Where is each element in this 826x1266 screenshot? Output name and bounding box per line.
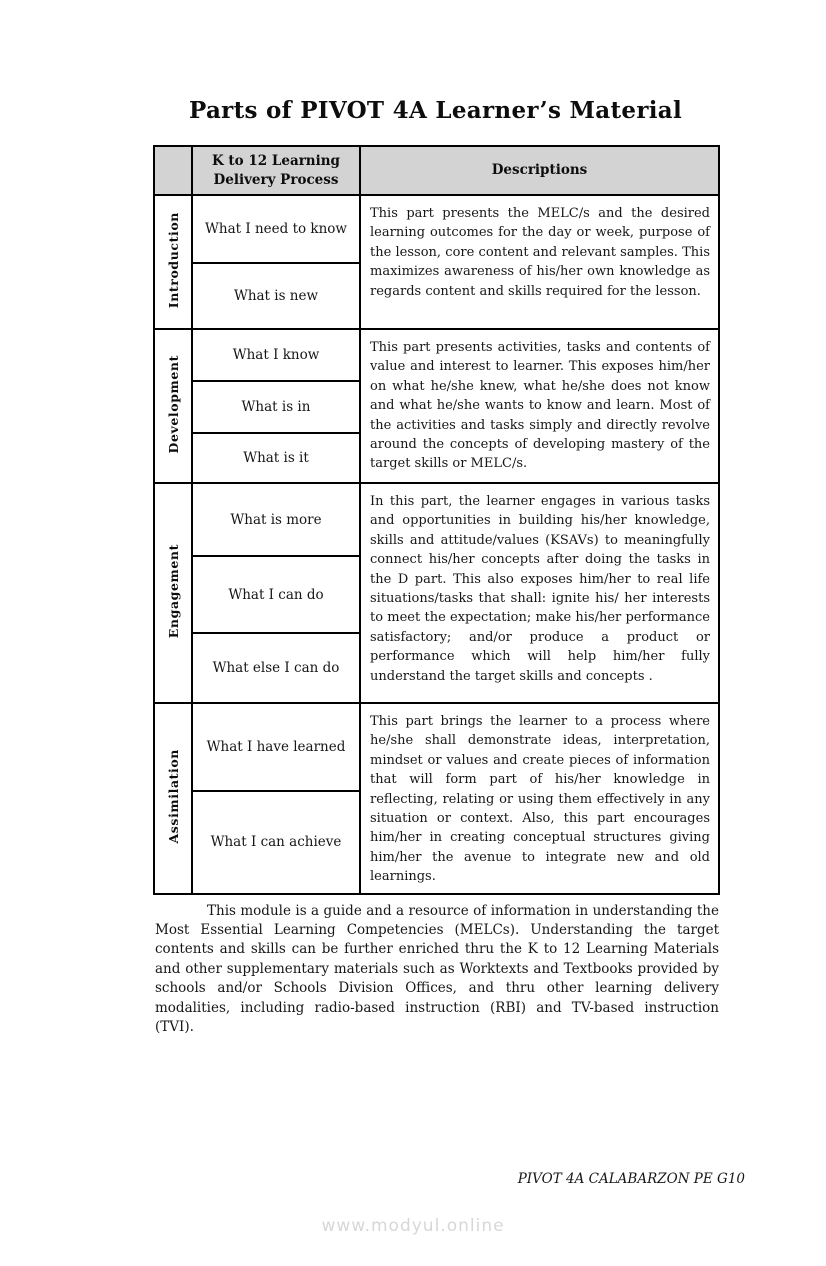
- module-paragraph: This module is a guide and a resource of information in understanding the Most Essential Learning Competencies (MELCs). Understanding the target contents and skills can be further enriched thru the K to 12 Learning Materials and other supplementary materials such as Worktexts and Textbooks provided by schools and/or Schools Division Offices, and thru other learning delivery modalities, including radio-based instruction (RBI) and TV-based instruction (TVI).: [155, 902, 719, 1036]
- description-cell-development: This part presents activities, tasks and contents of value and interest to learner. This exposes him/her on what he/she knew, what he/she does not know and what he/she wants to know and learn. Most of the activities and tasks simply and directly revolve around the concepts of developing mastery of the target skills or MELC/s.: [360, 329, 719, 483]
- description-cell-assimilation: This part brings the learner to a process where he/she shall demonstrate ideas, interpretation, mindset or values and create pieces of information that will form part of his/her knowledge in reflecting, relating or using them effectively in any situation or context. Also, this part encourages him/her in creating conceptual structures giving him/her the avenue to integrate new and old learnings.: [360, 703, 719, 894]
- process-step-cell: What I have learned: [192, 703, 360, 791]
- watermark-text: www.modyul.online: [321, 1216, 505, 1236]
- process-step-cell: What is in: [192, 381, 360, 433]
- description-cell-engagement: In this part, the learner engages in various tasks and opportunities in building his/her knowledge, skills and attitude/values (KSAVs) to meaningfully connect his/her concepts after doing the tasks in the D part. This also exposes him/her to real life situations/tasks that shall: ignite his/ her interests to meet the expectation; make his/her performance satisfactory; and/or produce a product or performance which will help him/her fully understand the target skills and concepts .: [360, 483, 719, 703]
- process-step-cell: What I can achieve: [192, 791, 360, 894]
- process-step-cell: What is new: [192, 263, 360, 329]
- section-label-assimilation: [154, 703, 192, 894]
- page-title: Parts of PIVOT 4A Learner’s Material: [188, 97, 683, 124]
- section-label-engagement: [154, 483, 192, 703]
- section-label-development: [154, 329, 192, 483]
- document-page: [0, 97, 826, 1236]
- description-cell-introduction: This part presents the MELC/s and the desired learning outcomes for the day or week, purpose of the lesson, core content and relevant samples. This maximizes awareness of his/her own knowledge as regards content and skills required for the lesson.: [360, 195, 719, 329]
- table-header-row: [154, 146, 719, 195]
- table-row: [154, 703, 719, 791]
- process-step-cell: What is it: [192, 433, 360, 483]
- section-label-text: Assimilation: [165, 749, 181, 844]
- section-label-text: Development: [165, 354, 181, 454]
- table-row: [154, 483, 719, 556]
- section-label-introduction: [154, 195, 192, 329]
- process-column-header: K to 12 Learning Delivery Process: [192, 146, 360, 195]
- section-label-text: Engagement: [165, 543, 181, 639]
- pivot-parts-table: [153, 145, 720, 895]
- table-row: [154, 329, 719, 381]
- process-step-cell: What is more: [192, 483, 360, 556]
- table-row: [154, 195, 719, 263]
- corner-cell: [154, 146, 192, 195]
- footer-text: PIVOT 4A CALABARZON PE G10: [517, 1171, 745, 1187]
- process-step-cell: What else I can do: [192, 633, 360, 703]
- section-label-text: Introduction: [165, 211, 181, 309]
- process-step-cell: What I know: [192, 329, 360, 381]
- process-step-cell: What I need to know: [192, 195, 360, 263]
- process-step-cell: What I can do: [192, 556, 360, 633]
- descriptions-column-header: Descriptions: [360, 146, 719, 195]
